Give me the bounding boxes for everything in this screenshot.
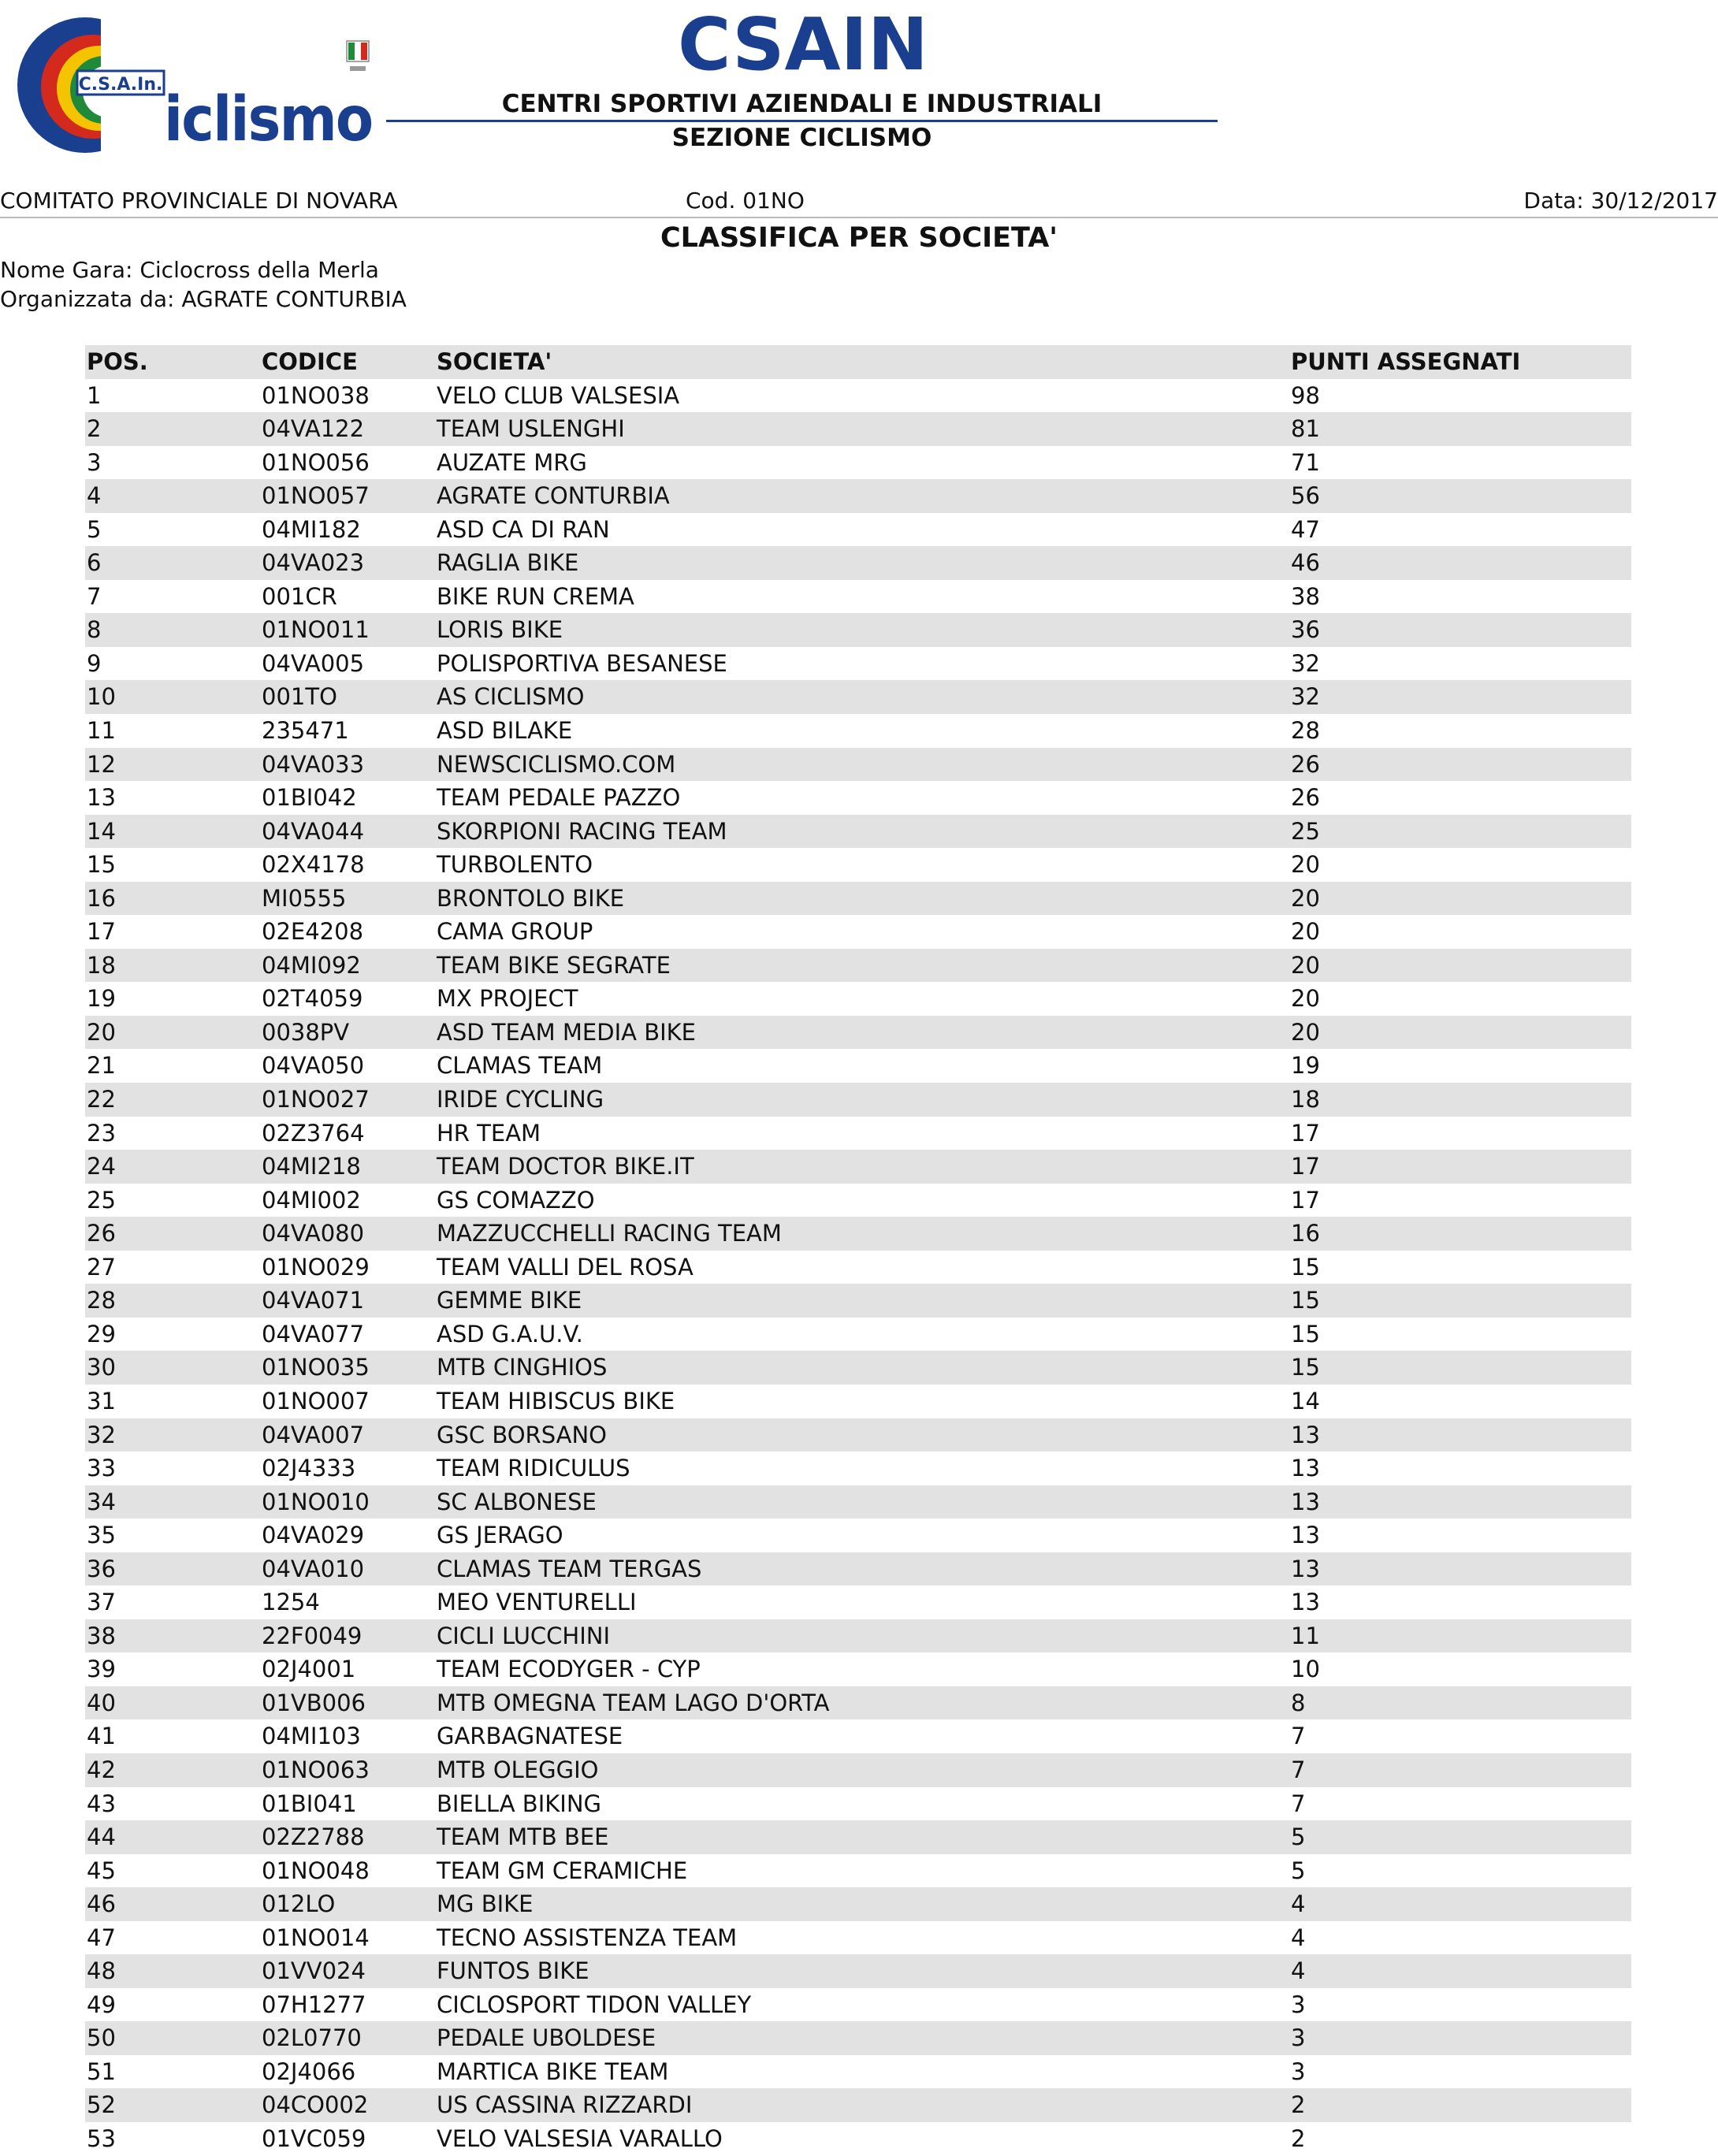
row-code: 04MI092	[262, 951, 361, 979]
row-points: 20	[1291, 985, 1320, 1013]
csain-ciclismo-logo	[14, 14, 373, 156]
row-pos: 4	[87, 482, 102, 510]
row-points: 17	[1291, 1153, 1320, 1180]
row-pos: 15	[87, 851, 116, 879]
row-points: 3	[1291, 1991, 1306, 2018]
row-code: 01BI042	[262, 784, 357, 812]
row-team: VELO VALSESIA VARALLO	[437, 2124, 723, 2152]
table-row	[85, 2122, 1631, 2156]
row-pos: 13	[87, 784, 116, 812]
row-points: 13	[1291, 1421, 1320, 1448]
row-pos: 44	[87, 1823, 116, 1851]
row-code: 04VA071	[262, 1287, 365, 1314]
logo-word: iclismo	[164, 84, 373, 155]
row-team: IRIDE CYCLING	[437, 1086, 604, 1113]
row-team: ASD BILAKE	[437, 717, 573, 745]
row-team: TEAM RIDICULUS	[437, 1455, 630, 1482]
row-code: 02J4001	[262, 1656, 356, 1683]
row-team: BIELLA BIKING	[437, 1790, 601, 1817]
row-pos: 14	[87, 817, 116, 845]
row-code: 04VA023	[262, 549, 365, 577]
row-pos: 52	[87, 2091, 116, 2119]
table-row	[85, 1251, 1631, 1284]
table-row	[85, 613, 1631, 647]
row-pos: 9	[87, 649, 102, 677]
row-pos: 28	[87, 1287, 116, 1314]
document-title: CLASSIFICA PER SOCIETA'	[660, 222, 1058, 254]
table-row	[85, 949, 1631, 983]
row-code: 01NO029	[262, 1253, 370, 1281]
meta-row	[0, 185, 1718, 218]
row-code: 02J4066	[262, 2057, 356, 2085]
row-points: 7	[1291, 1723, 1306, 1750]
row-team: MTB OMEGNA TEAM LAGO D'ORTA	[437, 1689, 830, 1716]
committee-code: Cod. 01NO	[686, 188, 805, 214]
row-points: 38	[1291, 582, 1320, 610]
coni-badge-icon	[344, 38, 372, 76]
table-row	[85, 2088, 1631, 2122]
row-points: 20	[1291, 918, 1320, 946]
row-team: ASD CA DI RAN	[437, 515, 610, 543]
row-pos: 34	[87, 1488, 116, 1515]
row-points: 4	[1291, 1957, 1306, 1985]
row-code: 01NO014	[262, 1924, 370, 1951]
row-points: 71	[1291, 448, 1320, 476]
table-row	[85, 446, 1631, 480]
row-pos: 12	[87, 750, 116, 778]
row-pos: 5	[87, 515, 102, 543]
table-row	[85, 1117, 1631, 1150]
row-points: 13	[1291, 1455, 1320, 1482]
row-team: TECNO ASSISTENZA TEAM	[437, 1924, 738, 1951]
table-row	[85, 2055, 1631, 2089]
row-team: GS JERAGO	[437, 1522, 563, 1549]
row-pos: 35	[87, 1522, 116, 1549]
row-points: 13	[1291, 1522, 1320, 1549]
row-code: 22F0049	[262, 1622, 363, 1649]
row-pos: 1	[87, 381, 102, 409]
row-points: 15	[1291, 1354, 1320, 1381]
row-team: TEAM MTB BEE	[437, 1823, 609, 1851]
table-row	[85, 915, 1631, 949]
table-row	[85, 1049, 1631, 1083]
table-row	[85, 714, 1631, 748]
row-team: MEO VENTURELLI	[437, 1589, 637, 1616]
row-points: 36	[1291, 616, 1320, 644]
table-row	[85, 815, 1631, 849]
table-row	[85, 1083, 1631, 1117]
row-team: TEAM PEDALE PAZZO	[437, 784, 681, 812]
table-row	[85, 546, 1631, 580]
row-code: 01NO048	[262, 1857, 370, 1884]
row-pos: 33	[87, 1455, 116, 1482]
row-pos: 24	[87, 1153, 116, 1180]
table-row	[85, 1016, 1631, 1050]
row-team: CLAMAS TEAM	[437, 1052, 603, 1080]
row-team: TEAM DOCTOR BIKE.IT	[437, 1153, 694, 1180]
row-pos: 16	[87, 884, 116, 912]
table-row	[85, 680, 1631, 714]
table-row	[85, 1686, 1631, 1720]
row-points: 19	[1291, 1052, 1320, 1080]
row-pos: 32	[87, 1421, 116, 1448]
row-team: MX PROJECT	[437, 985, 578, 1013]
row-code: 01NO010	[262, 1488, 370, 1515]
row-code: 01NO011	[262, 616, 370, 644]
row-team: PEDALE UBOLDESE	[437, 2024, 656, 2052]
row-pos: 18	[87, 951, 116, 979]
row-code: 01NO027	[262, 1086, 370, 1113]
row-points: 3	[1291, 2024, 1306, 2052]
row-points: 20	[1291, 951, 1320, 979]
row-code: 02L0770	[262, 2024, 362, 2052]
row-pos: 27	[87, 1253, 116, 1281]
table-row	[85, 1217, 1631, 1251]
table-row	[85, 1184, 1631, 1217]
row-team: US CASSINA RIZZARDI	[437, 2091, 693, 2119]
table-row	[85, 1385, 1631, 1418]
row-code: 02E4208	[262, 918, 364, 946]
row-team: MG BIKE	[437, 1890, 534, 1918]
row-points: 20	[1291, 884, 1320, 912]
row-team: CICLOSPORT TIDON VALLEY	[437, 1991, 752, 2018]
row-team: AGRATE CONTURBIA	[437, 482, 670, 510]
row-code: 01VV024	[262, 1957, 366, 1985]
row-code: 001TO	[262, 683, 337, 711]
row-code: 04VA077	[262, 1320, 365, 1348]
row-code: 01NO057	[262, 482, 370, 510]
row-team: MARTICA BIKE TEAM	[437, 2057, 669, 2085]
row-team: RAGLIA BIKE	[437, 549, 579, 577]
row-pos: 26	[87, 1220, 116, 1247]
brand-title: CSAIN	[678, 2, 928, 87]
row-team: TURBOLENTO	[437, 851, 593, 879]
row-pos: 10	[87, 683, 116, 711]
row-points: 5	[1291, 1857, 1306, 1884]
row-points: 28	[1291, 717, 1320, 745]
row-code: 01BI041	[262, 1790, 357, 1817]
row-points: 17	[1291, 1186, 1320, 1214]
row-code: 04VA033	[262, 750, 365, 778]
table-row	[85, 1485, 1631, 1519]
table-row	[85, 982, 1631, 1016]
table-row	[85, 1954, 1631, 1988]
row-points: 98	[1291, 381, 1320, 409]
row-pos: 51	[87, 2057, 116, 2085]
table-row	[85, 1719, 1631, 1753]
header-code: CODICE	[262, 348, 358, 375]
row-points: 32	[1291, 649, 1320, 677]
row-points: 18	[1291, 1086, 1320, 1113]
table-row	[85, 2021, 1631, 2055]
row-pos: 8	[87, 616, 102, 644]
row-code: 01NO007	[262, 1387, 370, 1414]
table-row	[85, 580, 1631, 614]
table-row	[85, 1921, 1631, 1955]
row-pos: 49	[87, 1991, 116, 2018]
table-row	[85, 1619, 1631, 1653]
row-points: 81	[1291, 415, 1320, 443]
row-code: MI0555	[262, 884, 347, 912]
table-row	[85, 1150, 1631, 1184]
row-pos: 39	[87, 1656, 116, 1683]
row-points: 15	[1291, 1253, 1320, 1281]
row-code: 235471	[262, 717, 349, 745]
row-pos: 3	[87, 448, 102, 476]
row-points: 26	[1291, 750, 1320, 778]
row-points: 7	[1291, 1756, 1306, 1783]
table-row	[85, 647, 1631, 681]
row-code: 04VA044	[262, 817, 365, 845]
row-team: CLAMAS TEAM TERGAS	[437, 1555, 702, 1582]
row-team: MTB OLEGGIO	[437, 1756, 599, 1783]
row-pos: 17	[87, 918, 116, 946]
table-row	[85, 1452, 1631, 1485]
row-code: 04MI103	[262, 1723, 361, 1750]
row-code: 01NO056	[262, 448, 370, 476]
table-row	[85, 848, 1631, 882]
row-team: TEAM VALLI DEL ROSA	[437, 1253, 694, 1281]
row-pos: 19	[87, 985, 116, 1013]
row-pos: 50	[87, 2024, 116, 2052]
row-team: GARBAGNATESE	[437, 1723, 623, 1750]
table-row	[85, 1318, 1631, 1351]
table-row	[85, 1753, 1631, 1787]
row-code: 02Z3764	[262, 1119, 365, 1147]
row-pos: 42	[87, 1756, 116, 1783]
table-row	[85, 1820, 1631, 1854]
row-team: CICLI LUCCHINI	[437, 1622, 611, 1649]
table-row	[85, 781, 1631, 815]
row-pos: 25	[87, 1186, 116, 1214]
section-name: SEZIONE CICLISMO	[671, 124, 932, 152]
row-points: 15	[1291, 1287, 1320, 1314]
row-team: BIKE RUN CREMA	[437, 582, 634, 610]
row-pos: 29	[87, 1320, 116, 1348]
row-points: 7	[1291, 1790, 1306, 1817]
row-team: BRONTOLO BIKE	[437, 884, 625, 912]
table-row	[85, 479, 1631, 513]
row-points: 56	[1291, 482, 1320, 510]
row-team: SC ALBONESE	[437, 1488, 597, 1515]
row-points: 17	[1291, 1119, 1320, 1147]
header-points: PUNTI ASSEGNATI	[1291, 348, 1521, 375]
table-body	[85, 379, 1631, 2156]
row-points: 14	[1291, 1387, 1320, 1414]
row-code: 01NO035	[262, 1354, 370, 1381]
table-row	[85, 748, 1631, 782]
row-code: 04VA005	[262, 649, 365, 677]
row-code: 02Z2788	[262, 1823, 365, 1851]
table-row	[85, 882, 1631, 916]
table-row	[85, 1887, 1631, 1921]
row-points: 13	[1291, 1589, 1320, 1616]
row-code: 02J4333	[262, 1455, 356, 1482]
committee-label: COMITATO PROVINCIALE DI NOVARA	[0, 188, 398, 214]
table-row	[85, 1518, 1631, 1552]
row-pos: 41	[87, 1723, 116, 1750]
table-row	[85, 1351, 1631, 1385]
organization-name: CENTRI SPORTIVI AZIENDALI E INDUSTRIALI	[386, 88, 1218, 122]
row-team: ASD TEAM MEDIA BIKE	[437, 1018, 696, 1046]
row-pos: 20	[87, 1018, 116, 1046]
row-team: TEAM BIKE SEGRATE	[437, 951, 671, 979]
row-pos: 40	[87, 1689, 116, 1716]
row-code: 01VB006	[262, 1689, 366, 1716]
row-team: AUZATE MRG	[437, 448, 587, 476]
table-row	[85, 1418, 1631, 1452]
row-team: GS COMAZZO	[437, 1186, 595, 1214]
row-pos: 48	[87, 1957, 116, 1985]
row-team: CAMA GROUP	[437, 918, 593, 946]
row-code: 01NO063	[262, 1756, 370, 1783]
race-organizer: Organizzata da: AGRATE CONTURBIA	[0, 286, 407, 312]
row-code: 012LO	[262, 1890, 336, 1918]
row-pos: 7	[87, 582, 102, 610]
table-row	[85, 1854, 1631, 1888]
row-team: TEAM GM CERAMICHE	[437, 1857, 688, 1884]
row-team: ASD G.A.U.V.	[437, 1320, 583, 1348]
row-pos: 2	[87, 415, 102, 443]
row-points: 4	[1291, 1924, 1306, 1951]
row-points: 10	[1291, 1656, 1320, 1683]
row-pos: 30	[87, 1354, 116, 1381]
row-points: 13	[1291, 1555, 1320, 1582]
row-code: 04MI182	[262, 515, 361, 543]
row-team: VELO CLUB VALSESIA	[437, 381, 680, 409]
header-pos: POS.	[87, 348, 148, 375]
row-points: 11	[1291, 1622, 1320, 1649]
header-team: SOCIETA'	[437, 348, 552, 375]
row-code: 04VA080	[262, 1220, 365, 1247]
row-points: 47	[1291, 515, 1320, 543]
row-points: 4	[1291, 1890, 1306, 1918]
ranking-table	[85, 345, 1631, 2156]
document-date: Data: 30/12/2017	[1523, 188, 1718, 214]
row-code: 04VA122	[262, 415, 365, 443]
row-team: AS CICLISMO	[437, 683, 585, 711]
table-row	[85, 1552, 1631, 1586]
row-points: 25	[1291, 817, 1320, 845]
table-row	[85, 1988, 1631, 2022]
row-team: HR TEAM	[437, 1119, 541, 1147]
row-team: MAZZUCCHELLI RACING TEAM	[437, 1220, 782, 1247]
table-row	[85, 1787, 1631, 1821]
row-points: 20	[1291, 851, 1320, 879]
row-team: TEAM HIBISCUS BIKE	[437, 1387, 675, 1414]
row-code: 02T4059	[262, 985, 363, 1013]
row-team: POLISPORTIVA BESANESE	[437, 649, 727, 677]
row-pos: 46	[87, 1890, 116, 1918]
row-code: 04VA007	[262, 1421, 365, 1448]
row-team: LORIS BIKE	[437, 616, 563, 644]
row-code: 04VA050	[262, 1052, 365, 1080]
row-pos: 6	[87, 549, 102, 577]
row-points: 2	[1291, 2124, 1306, 2152]
race-name: Nome Gara: Ciclocross della Merla	[0, 257, 379, 283]
row-points: 3	[1291, 2057, 1306, 2085]
table-header-row	[85, 345, 1631, 379]
table-row	[85, 1652, 1631, 1686]
row-points: 32	[1291, 683, 1320, 711]
row-code: 04VA029	[262, 1522, 365, 1549]
row-code: 04MI218	[262, 1153, 361, 1180]
row-pos: 21	[87, 1052, 116, 1080]
row-points: 26	[1291, 784, 1320, 812]
row-pos: 31	[87, 1387, 116, 1414]
row-pos: 11	[87, 717, 116, 745]
table-row	[85, 412, 1631, 446]
row-points: 20	[1291, 1018, 1320, 1046]
row-team: MTB CINGHIOS	[437, 1354, 608, 1381]
row-code: 02X4178	[262, 851, 365, 879]
row-team: SKORPIONI RACING TEAM	[437, 817, 727, 845]
table-row	[85, 1585, 1631, 1619]
row-pos: 53	[87, 2124, 116, 2152]
row-points: 8	[1291, 1689, 1306, 1716]
row-pos: 38	[87, 1622, 116, 1649]
row-team: FUNTOS BIKE	[437, 1957, 589, 1985]
row-team: GEMME BIKE	[437, 1287, 582, 1314]
row-pos: 47	[87, 1924, 116, 1951]
table-row	[85, 513, 1631, 547]
row-team: TEAM USLENGHI	[437, 415, 625, 443]
row-pos: 45	[87, 1857, 116, 1884]
row-pos: 22	[87, 1086, 116, 1113]
table-row	[85, 379, 1631, 413]
row-pos: 36	[87, 1555, 116, 1582]
row-points: 13	[1291, 1488, 1320, 1515]
row-code: 01VC059	[262, 2124, 366, 2152]
row-pos: 37	[87, 1589, 116, 1616]
table-row	[85, 1284, 1631, 1318]
row-code: 001CR	[262, 582, 337, 610]
row-code: 0038PV	[262, 1018, 350, 1046]
row-points: 5	[1291, 1823, 1306, 1851]
row-pos: 43	[87, 1790, 116, 1817]
row-code: 04CO002	[262, 2091, 369, 2119]
row-points: 15	[1291, 1320, 1320, 1348]
row-team: NEWSCICLISMO.COM	[437, 750, 676, 778]
row-code: 04VA010	[262, 1555, 365, 1582]
row-code: 04MI002	[262, 1186, 361, 1214]
row-points: 2	[1291, 2091, 1306, 2119]
row-pos: 23	[87, 1119, 116, 1147]
row-points: 46	[1291, 549, 1320, 577]
row-points: 16	[1291, 1220, 1320, 1247]
logo-text: C.S.A.In.	[78, 75, 163, 95]
row-code: 1254	[262, 1589, 320, 1616]
row-team: GSC BORSANO	[437, 1421, 608, 1448]
row-team: TEAM ECODYGER - CYP	[437, 1656, 701, 1683]
row-code: 01NO038	[262, 381, 370, 409]
row-code: 07H1277	[262, 1991, 366, 2018]
